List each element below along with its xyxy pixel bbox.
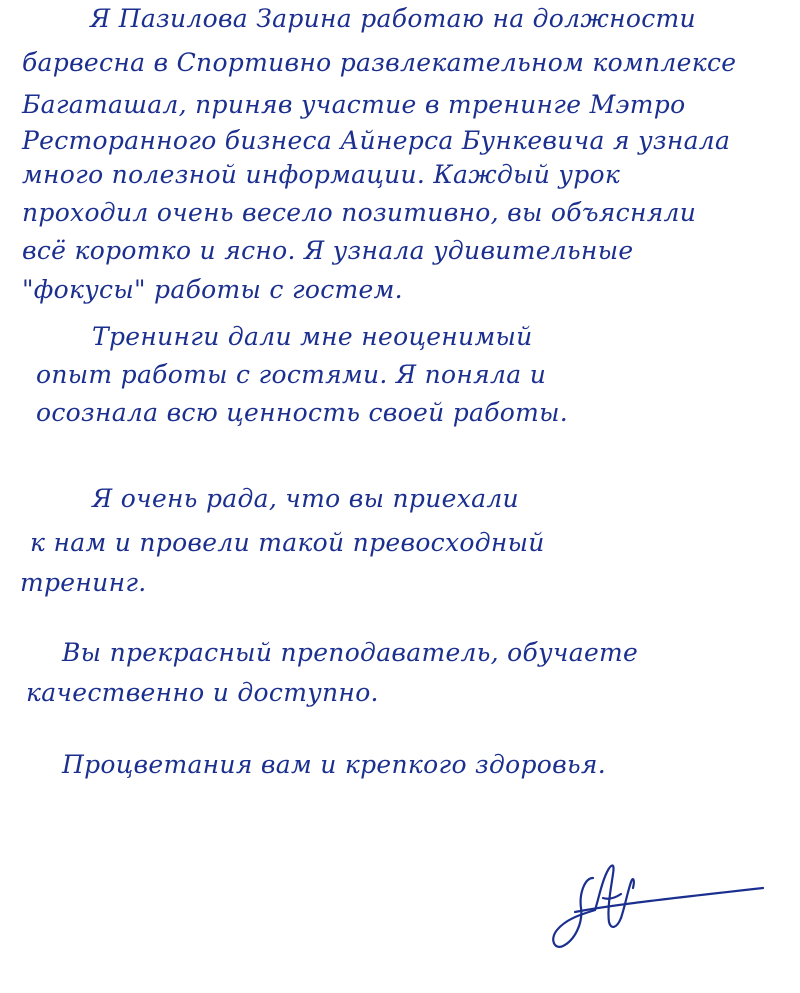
letter-line: Тренинги дали мне неоценимый xyxy=(92,322,533,351)
letter-line: "фокусы" работы с гостем. xyxy=(22,275,403,304)
letter-line: тренинг. xyxy=(20,568,147,597)
signature xyxy=(535,848,765,958)
letter-line: Багаташал, приняв участие в тренинге Мэтро xyxy=(22,90,686,119)
letter-line: Вы прекрасный преподаватель, обучаете xyxy=(62,638,639,667)
letter-line: Ресторанного бизнеса Айнерса Бункевича я узнала xyxy=(22,126,731,155)
letter-line: к нам и провели такой превосходный xyxy=(30,528,545,557)
letter-line: Я очень рада, что вы приехали xyxy=(92,484,519,513)
letter-line: проходил очень весело позитивно, вы объясняли xyxy=(22,198,697,227)
letter-line: всё коротко и ясно. Я узнала удивительные xyxy=(22,236,634,265)
letter-line: опыт работы с гостями. Я поняла и xyxy=(36,360,547,389)
letter-line: качественно и доступно. xyxy=(26,678,379,707)
letter-line: Я Пазилова Зарина работаю на должности xyxy=(90,4,696,33)
letter-line: осознала всю ценность своей работы. xyxy=(36,398,569,427)
letter-line: Процветания вам и крепкого здоровья. xyxy=(62,750,606,779)
letter-line: много полезной информации. Каждый урок xyxy=(22,160,621,189)
letter-line: барвесна в Спортивно развлекательном комплексе xyxy=(22,48,737,77)
